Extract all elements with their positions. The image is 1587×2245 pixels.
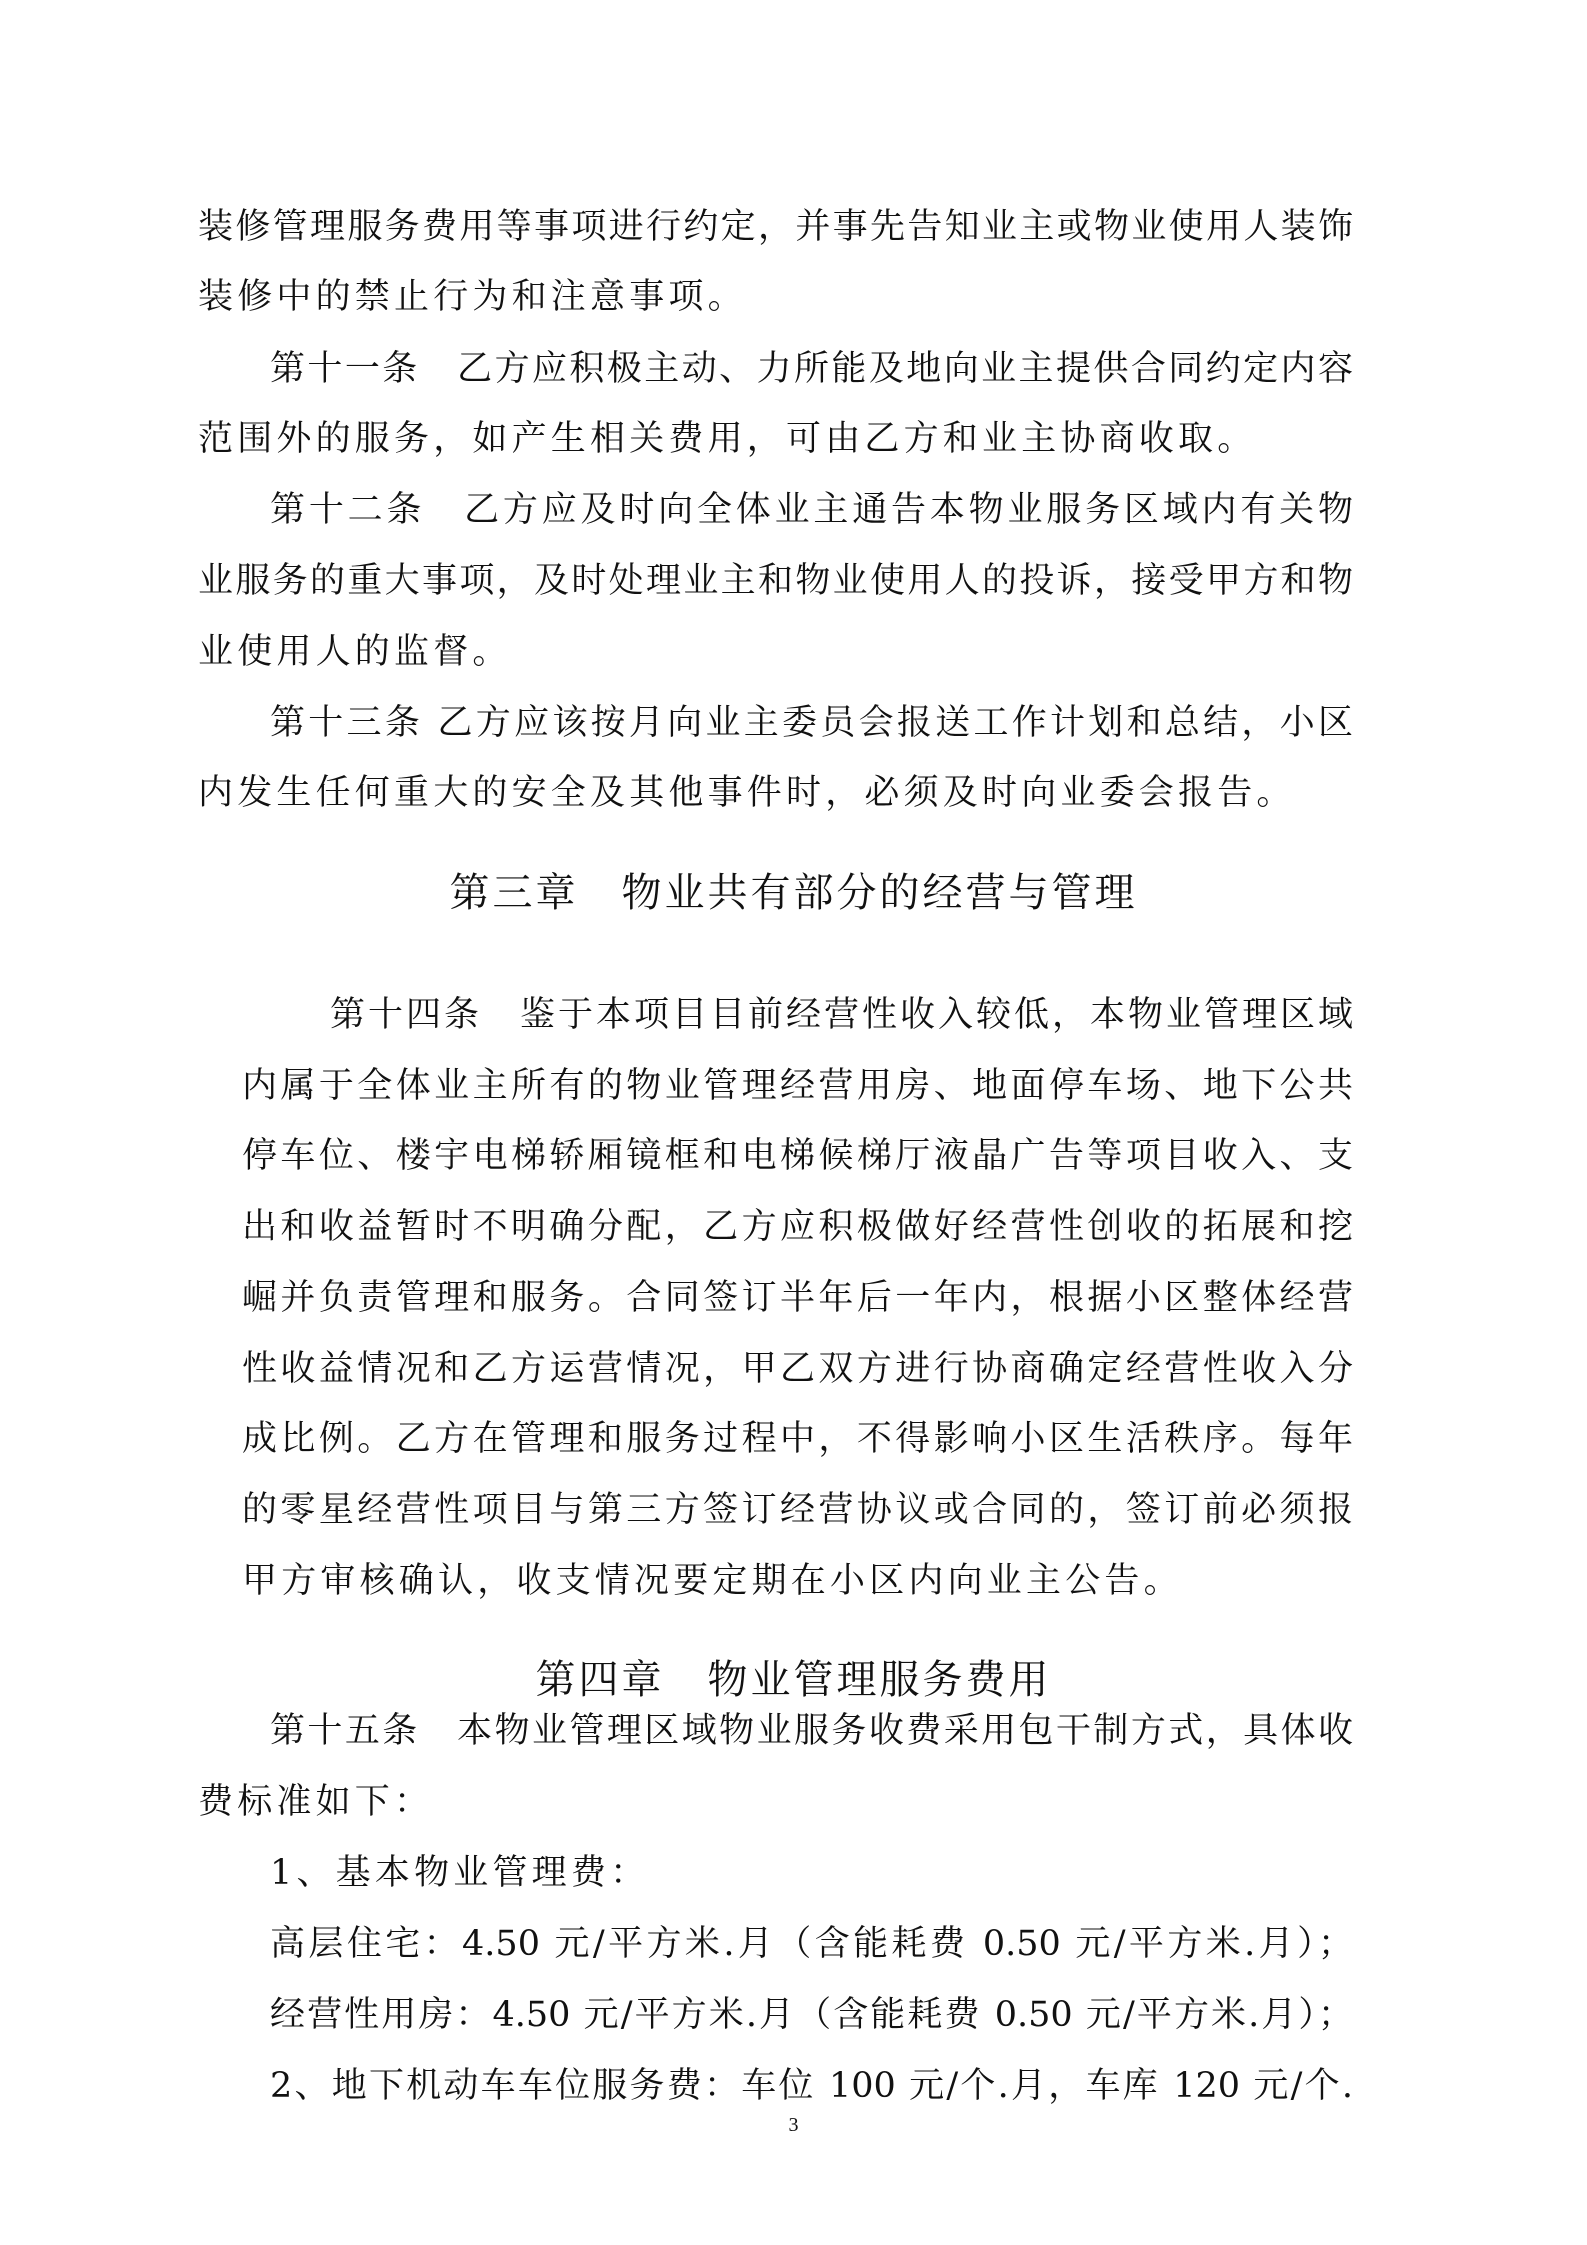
article-14-line: 成比例。乙方在管理和服务过程中，不得影响小区生活秩序。每年 (242, 1419, 1353, 1459)
article-11-line: 范围外的服务，如产生相关费用，可由乙方和业主协商收取。 (198, 419, 1257, 459)
article-14-line: 出和收益暂时不明确分配，乙方应积极做好经营性创收的拓展和挖 (242, 1207, 1353, 1247)
article-14-line: 性收益情况和乙方运营情况，甲乙双方进行协商确定经营性收入分 (242, 1349, 1353, 1389)
chapter-4-heading: 第四章 物业管理服务费用 (535, 1657, 1052, 1703)
article-15-line: 第十五条 本物业管理区域物业服务收费采用包干制方式，具体收 (270, 1711, 1353, 1751)
article-14-line: 的零星经营性项目与第三方签订经营协议或合同的，签订前必须报 (242, 1490, 1353, 1530)
article-12-line: 第十二条 乙方应及时向全体业主通告本物业服务区域内有关物 (270, 490, 1353, 530)
article-12-line: 业服务的重大事项，及时处理业主和物业使用人的投诉，接受甲方和物 (198, 561, 1353, 601)
article-11-line: 第十一条 乙方应积极主动、力所能及地向业主提供合同约定内容 (270, 349, 1353, 389)
chapter-3-heading: 第三章 物业共有部分的经营与管理 (449, 870, 1138, 916)
fee-item-line: 高层住宅：4.50 元/平方米.月（含能耗费 0.50 元/平方米.月）； (270, 1924, 1353, 1964)
article-14-line: 崛并负责管理和服务。合同签订半年后一年内，根据小区整体经营 (242, 1278, 1353, 1318)
article-14-line: 内属于全体业主所有的物业管理经营用房、地面停车场、地下公共 (242, 1066, 1353, 1106)
paragraph-line: 装修中的禁止行为和注意事项。 (198, 277, 747, 317)
fee-item-line: 1、基本物业管理费： (270, 1853, 650, 1893)
article-13-line: 内发生任何重大的安全及其他事件时，必须及时向业委会报告。 (198, 773, 1296, 813)
article-12-line: 业使用人的监督。 (198, 632, 512, 672)
article-13-line: 第十三条 乙方应该按月向业主委员会报送工作计划和总结，小区 (270, 703, 1353, 743)
article-14-line: 第十四条 鉴于本项目目前经营性收入较低，本物业管理区域 (330, 995, 1353, 1035)
article-15-line: 费标准如下： (198, 1782, 434, 1822)
paragraph-line: 装修管理服务费用等事项进行约定，并事先告知业主或物业使用人装饰 (198, 207, 1353, 247)
article-14-line: 甲方审核确认，收支情况要定期在小区内向业主公告。 (242, 1561, 1183, 1601)
article-14-line: 停车位、楼宇电梯轿厢镜框和电梯候梯厅液晶广告等项目收入、支 (242, 1136, 1353, 1176)
fee-item-line: 2、地下机动车车位服务费：车位 100 元/个.月，车库 120 元/个. (270, 2066, 1353, 2106)
fee-item-line: 经营性用房：4.50 元/平方米.月（含能耗费 0.50 元/平方米.月）； (270, 1995, 1353, 2035)
page-number: 3 (788, 2114, 799, 2136)
